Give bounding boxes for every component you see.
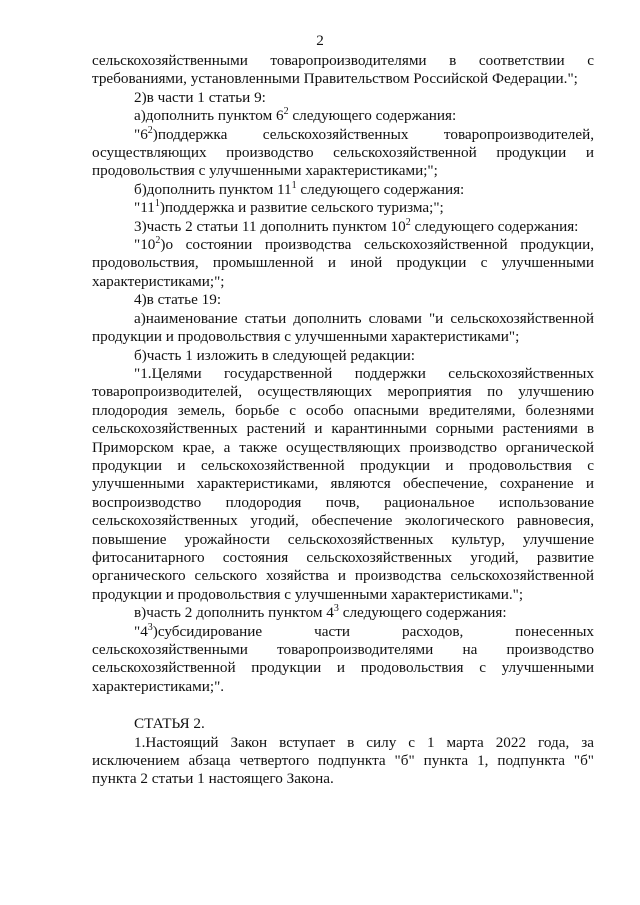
superscript-index: 2 [147, 124, 153, 136]
paragraph-text: 3)часть 2 статьи 11 дополнить пунктом 10 [134, 217, 406, 235]
paragraph-text: следующего содержания: [338, 604, 507, 622]
paragraph-article-2-item-1 [92, 734, 594, 789]
paragraph-item-3 [92, 218, 594, 236]
paragraph-text: следующего содержания: [410, 217, 579, 235]
paragraph-text: )субсидирование части расходов, понесенных сельскохозяйственными товаропроизводителями на производство сельскохозяйственной продукции и продовольствия с улучшенными характеристиками;". [92, 622, 594, 695]
paragraph-quote-part-1 [92, 365, 594, 604]
superscript-index: 2 [283, 106, 289, 118]
paragraph-item-4b [92, 347, 594, 365]
paragraph-item-4 [92, 291, 594, 309]
paragraph-text: б)дополнить пунктом 11 [134, 180, 292, 198]
article-title: СТАТЬЯ 2. [134, 715, 205, 733]
superscript-index: 2 [405, 216, 411, 228]
paragraph-quote-4-3 [92, 623, 594, 697]
superscript-index: 1 [154, 198, 160, 210]
paragraph-quote-6-2 [92, 126, 594, 181]
superscript-index: 3 [333, 603, 339, 615]
paragraph-text: )поддержка и развитие сельского туризма;"; [159, 199, 444, 217]
document-body [92, 52, 594, 789]
paragraph-text: б)часть 1 изложить в следующей редакции: [134, 346, 415, 364]
paragraph-continuation [92, 52, 594, 89]
page-number: 2 [316, 32, 324, 49]
paragraph-text: 1.Настоящий Закон вступает в силу с 1 марта 2022 года, за исключением абзаца четвертого подпункта "б" пункта 1, подпункта "б" пункта 2 статьи 1 настоящего Закона. [92, 733, 594, 788]
paragraph-text: 2)в части 1 статьи 9: [134, 88, 266, 106]
paragraph-quote-10-2 [92, 236, 594, 291]
paragraph-text: а)дополнить пунктом 6 [134, 107, 284, 125]
paragraph-text: следующего содержания: [296, 180, 465, 198]
paragraph-item-4a [92, 310, 594, 347]
paragraph-quote-11-1 [92, 199, 594, 217]
paragraph-text: сельскохозяйственными товаропроизводителями в соответствии с требованиями, установленными Правительством Российской Федерации."; [92, 52, 594, 88]
paragraph-text: следующего содержания: [288, 107, 457, 125]
paragraph-text: а)наименование статьи дополнить словами "и сельскохозяйственной продукции и продовольствия с улучшенными характеристиками"; [92, 309, 594, 346]
paragraph-item-2b [92, 181, 594, 199]
paragraph-text: "1.Целями государственной поддержки сельскохозяйственных товаропроизводителей, осуществляющих мероприятия по улучшению плодородия земель, борьбе с особо опасными вредителями, болезнями сельскохозяйственных растений и карантинными сорными растениями в Приморском крае, а также осуществляющих производство органической продукции и сельскохозяйственной продукции и продовольствия с улучшенными характеристиками, являются обеспечение, сохранение и воспроизводство плодородия почв, рациональное использование сельскохозяйственных угодий, обеспечение экологического равновесия, повышение урожайности сельскохозяйственных культур, улучшение фитосанитарного состояния сельскохозяйственных угодий, развитие органического сельского хозяйства и производства сельскохозяйственной продукции и продовольствия с улучшенными характеристиками."; [92, 364, 594, 603]
paragraph-text: )о состоянии производства сельскохозяйственной продукции, продовольствия, промышленной и иной продукции с улучшенными характеристиками;"; [92, 236, 594, 290]
superscript-index: 1 [291, 179, 297, 191]
paragraph-text: в)часть 2 дополнить пунктом 4 [134, 604, 334, 622]
paragraph-item-4c [92, 604, 594, 622]
superscript-index: 3 [147, 621, 153, 633]
superscript-index: 2 [155, 235, 161, 246]
paragraph-text: "4 [134, 622, 148, 640]
paragraph-item-2 [92, 89, 594, 107]
paragraph-text: "6 [134, 125, 148, 143]
article-heading [92, 715, 594, 733]
paragraph-text: 4)в статье 19: [134, 291, 222, 309]
paragraph-text: "10 [134, 236, 156, 254]
paragraph-item-2a [92, 107, 594, 125]
section-spacer [92, 696, 594, 715]
paragraph-text: )поддержка сельскохозяйственных товаропроизводителей, осуществляющих производство сельскохозяйственной продукции и продовольствия с улучшенными характеристиками;"; [92, 125, 594, 180]
paragraph-text: "11 [134, 199, 155, 217]
